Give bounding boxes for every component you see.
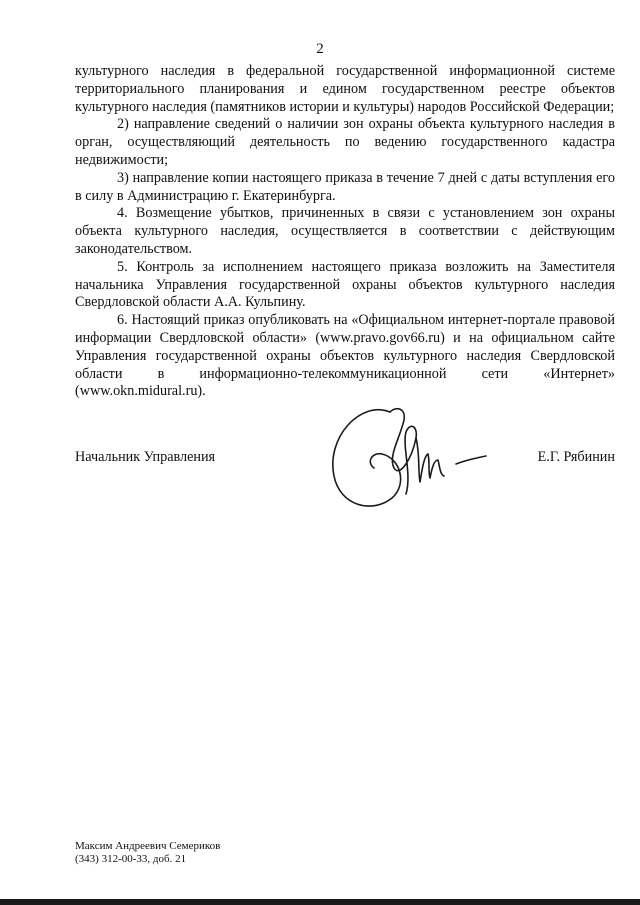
paragraph-5: 5. Контроль за исполнением настоящего приказа возложить на Заместителя начальника Управления государственной охраны объектов культурного наследия Свердловской области А.А. Кульпину. (75, 258, 615, 311)
executor-phone: (343) 312-00-33, доб. 21 (75, 853, 187, 865)
signatory-title: Начальник Управления (75, 449, 216, 465)
paragraph-item-3: 3) направление копии настоящего приказа в течение 7 дней с даты вступления его в силу в Администрацию г. Екатеринбурга. (75, 169, 615, 204)
paragraph-6: 6. Настоящий приказ опубликовать на «Официальном интернет-портале правовой информации Свердловской области» (www.pravo.gov66.ru) и на официальном сайте Управления государственной охраны объектов культурного наследия Свердловской области в информационно-телекоммуникационной сети «Интернет» (www.okn.midural.ru). (75, 312, 615, 400)
paragraph-item-2: 2) направление сведений о наличии зон охраны объекта культурного наследия в орган, осуществляющий деятельность по ведению государственного кадастра недвижимости; (75, 116, 615, 168)
paragraph-4: 4. Возмещение убытков, причиненных в связи с установлением зон охраны объекта культурного наследия, осуществляется в соответствии с действующим законодательством. (75, 205, 615, 257)
paragraph-continuation: культурного наследия в федеральной государственной информационной системе территориального планирования и едином государственном реестре объектов культурного наследия (памятников истории и культуры) народов Российской Федерации; (75, 63, 615, 115)
page-number: 2 (316, 41, 324, 57)
handwritten-signature (320, 398, 500, 516)
executor-name: Максим Андреевич Семериков (75, 840, 221, 852)
scan-bottom-edge (0, 899, 640, 905)
document-body (75, 63, 615, 401)
signatory-name: Е.Г. Рябинин (537, 449, 615, 465)
executor-contact (75, 840, 220, 866)
